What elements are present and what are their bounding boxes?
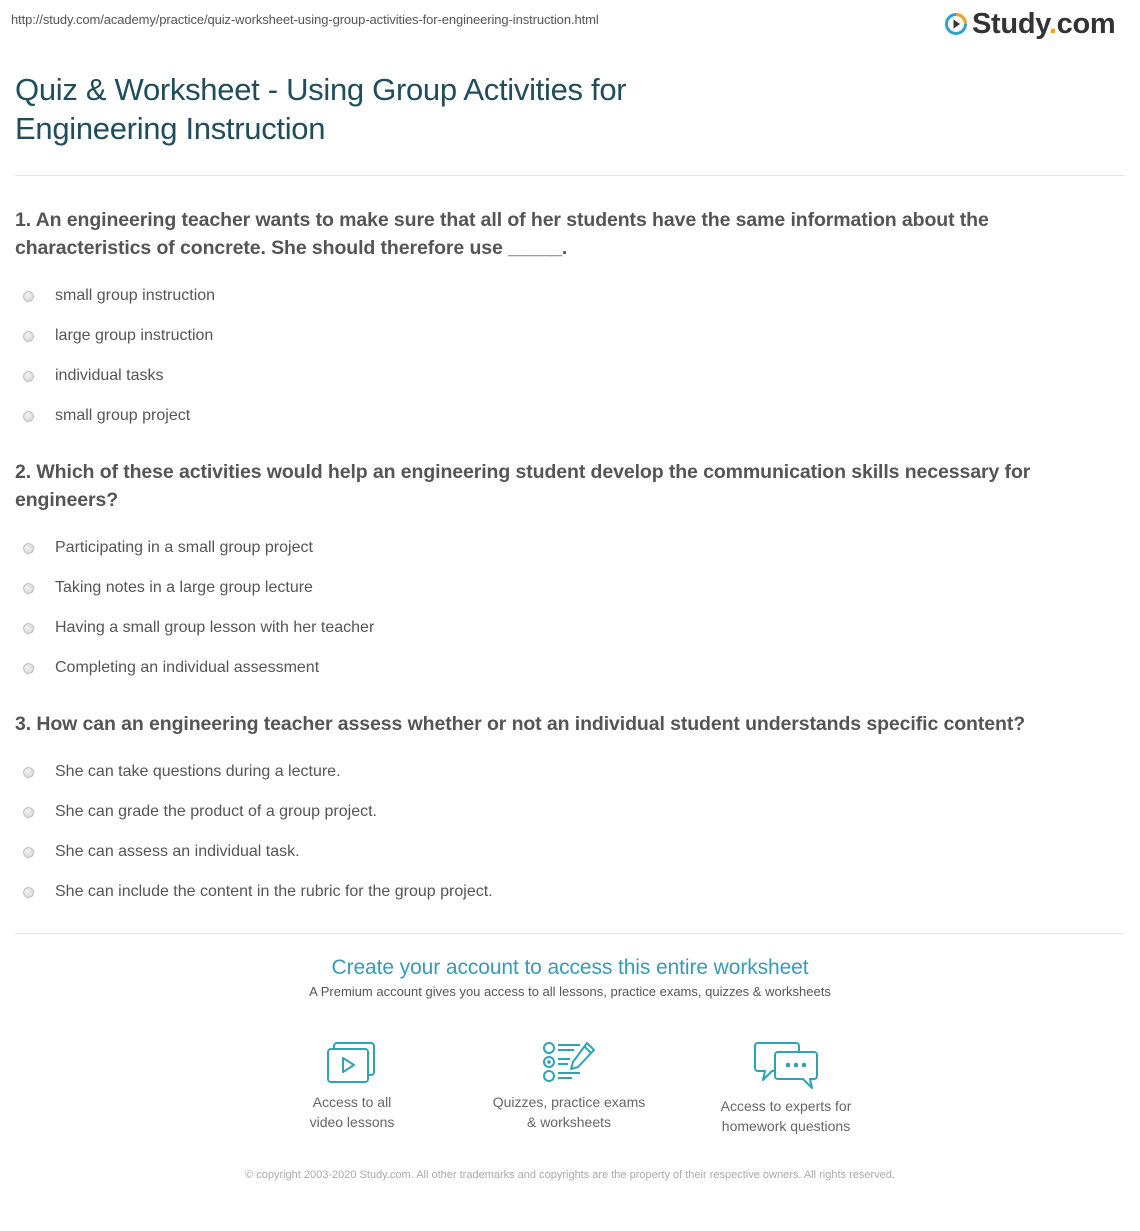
answer-label: large group instruction (55, 327, 214, 344)
copyright-notice: © copyright 2003-2020 Study.com. All other trademarks and copyrights are the property of their respective owners. All rights reserved. (245, 1169, 895, 1181)
answer-option[interactable] (15, 648, 1125, 688)
answer-label: Having a small group lesson with her teacher (55, 619, 375, 636)
cta-subtitle: A Premium account gives you access to all lessons, practice exams, quizzes & worksheets (309, 984, 831, 999)
answer-label: She can grade the product of a group project. (55, 803, 377, 820)
radio-button[interactable] (23, 663, 34, 674)
radio-button[interactable] (23, 543, 34, 554)
answer-option[interactable] (15, 832, 1125, 872)
radio-button[interactable] (23, 411, 34, 422)
radio-button[interactable] (23, 371, 34, 382)
answer-label: small group project (55, 407, 191, 424)
feature-label: Access to experts for homework questions (720, 1098, 852, 1134)
question-2 (15, 458, 1125, 688)
page-url: http://study.com/academy/practice/quiz-worksheet-using-group-activities-for-engineering-instruction.html (11, 12, 599, 27)
video-lessons-icon (326, 1040, 378, 1086)
answer-label: She can include the content in the rubric for the group project. (55, 883, 493, 900)
answer-option[interactable] (15, 276, 1125, 316)
answer-label: small group instruction (55, 287, 216, 304)
answer-label: She can assess an individual task. (55, 843, 300, 860)
answer-label: Completing an individual assessment (55, 659, 320, 676)
question-text: 2. Which of these activities would help an engineering student develop the communication skills necessary for engineers? (15, 461, 1031, 511)
cta-title-link[interactable]: Create your account to access this entire worksheet (331, 956, 809, 979)
answer-option[interactable] (15, 752, 1125, 792)
feature-video-lessons (252, 1040, 452, 1132)
logo-text: Study.com (972, 8, 1116, 40)
answer-option[interactable] (15, 872, 1125, 912)
question-text: 1. An engineering teacher wants to make sure that all of her students have the same information about the characteristics of concrete. She should therefore use _____. (15, 209, 989, 259)
answer-label: Taking notes in a large group lecture (55, 579, 313, 596)
radio-button[interactable] (23, 623, 34, 634)
question-1 (15, 206, 1125, 436)
quiz-checklist-icon (540, 1040, 598, 1086)
radio-button[interactable] (23, 807, 34, 818)
divider (15, 933, 1125, 934)
play-circle-icon (944, 12, 968, 36)
signup-cta (0, 956, 1140, 999)
feature-experts (686, 1040, 886, 1136)
answer-option[interactable] (15, 356, 1125, 396)
radio-button[interactable] (23, 331, 34, 342)
answer-option[interactable] (15, 528, 1125, 568)
feature-quizzes (469, 1040, 669, 1132)
header (0, 0, 1140, 50)
answer-label: Participating in a small group project (55, 539, 313, 556)
radio-button[interactable] (23, 887, 34, 898)
answer-list (15, 528, 1125, 688)
chat-bubbles-icon (754, 1040, 818, 1090)
radio-button[interactable] (23, 291, 34, 302)
radio-button[interactable] (23, 847, 34, 858)
answer-label: She can take questions during a lecture. (55, 763, 341, 780)
question-text: 3. How can an engineering teacher assess whether or not an individual student understands specific content? (15, 713, 1026, 735)
feature-label: Quizzes, practice exams & worksheets (492, 1094, 646, 1130)
question-3 (15, 710, 1125, 912)
feature-label: Access to all video lessons (309, 1094, 395, 1130)
answer-option[interactable] (15, 608, 1125, 648)
study-logo[interactable] (944, 8, 1115, 40)
answer-list (15, 276, 1125, 436)
radio-button[interactable] (23, 767, 34, 778)
answer-list (15, 752, 1125, 912)
answer-option[interactable] (15, 568, 1125, 608)
answer-option[interactable] (15, 316, 1125, 356)
answer-option[interactable] (15, 396, 1125, 436)
divider (15, 175, 1125, 176)
answer-label: individual tasks (55, 367, 164, 384)
page-title: Quiz & Worksheet - Using Group Activities for Engineering Instruction (15, 72, 627, 146)
radio-button[interactable] (23, 583, 34, 594)
answer-option[interactable] (15, 792, 1125, 832)
